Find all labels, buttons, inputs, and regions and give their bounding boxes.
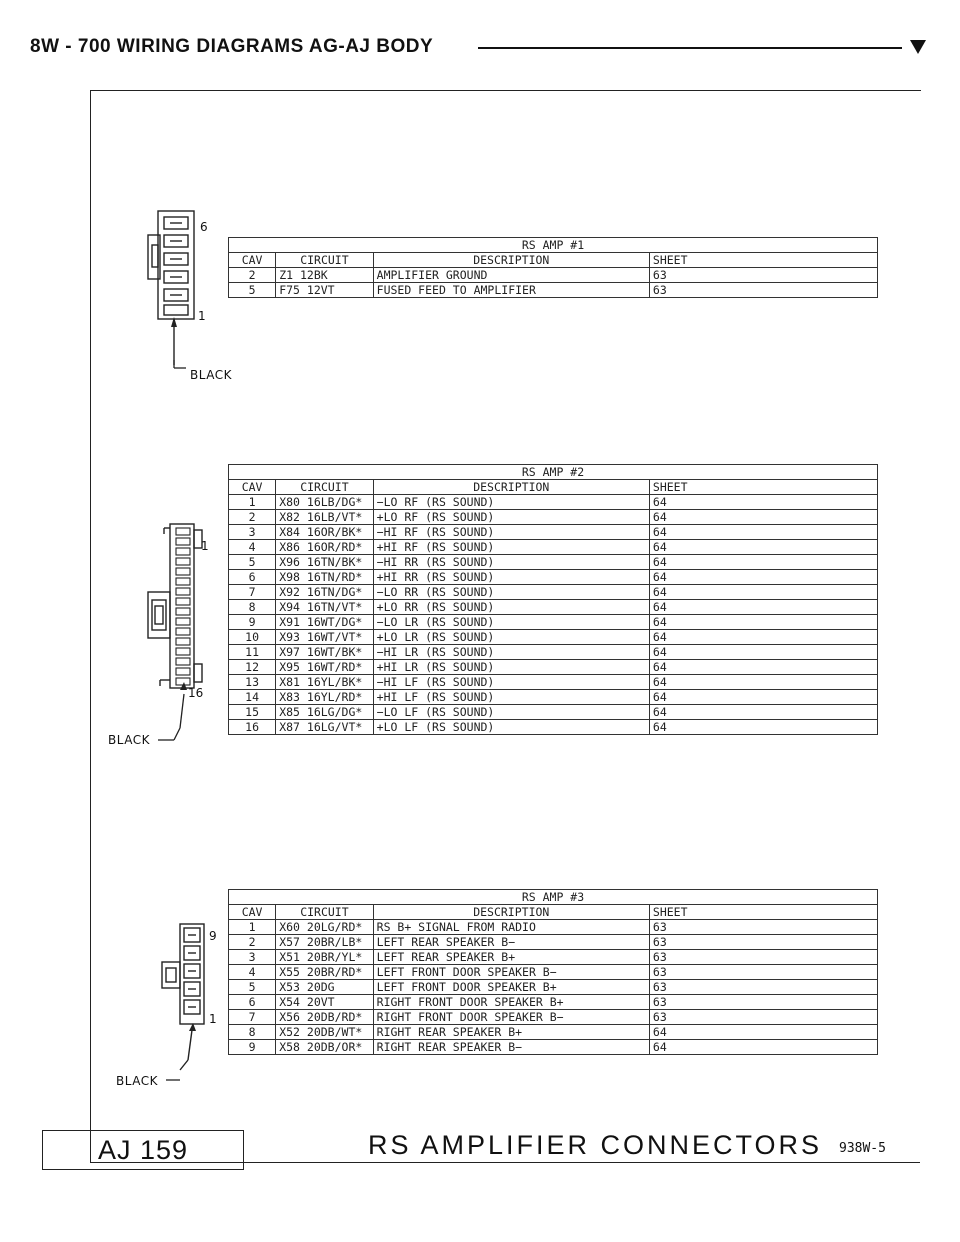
cell-sheet: 64 — [649, 600, 877, 615]
connector-2-table — [228, 464, 878, 735]
cell-description: +HI LF (RS SOUND) — [373, 690, 649, 705]
connector-1-pin-top: 6 — [200, 220, 208, 234]
table-row — [229, 555, 878, 570]
cell-circuit: X98 16TN/RD* — [276, 570, 373, 585]
cell-circuit: F75 12VT — [276, 283, 373, 298]
cell-circuit: X51 20BR/YL* — [276, 950, 373, 965]
cell-sheet: 63 — [649, 283, 877, 298]
cell-description: RS B+ SIGNAL FROM RADIO — [373, 920, 649, 935]
table-row — [229, 935, 878, 950]
col-sheet: SHEET — [649, 480, 877, 495]
cell-cav: 8 — [229, 600, 276, 615]
cell-circuit: Z1 12BK — [276, 268, 373, 283]
connector-1-title: RS AMP #1 — [229, 238, 878, 253]
cell-cav: 1 — [229, 495, 276, 510]
col-cav: CAV — [229, 253, 276, 268]
col-sheet: SHEET — [649, 253, 877, 268]
cell-circuit: X58 20DB/OR* — [276, 1040, 373, 1055]
figure-code: 938W-5 — [839, 1141, 886, 1156]
cell-circuit: X83 16YL/RD* — [276, 690, 373, 705]
cell-description: −HI LF (RS SOUND) — [373, 675, 649, 690]
cell-sheet: 63 — [649, 950, 877, 965]
col-cav: CAV — [229, 480, 276, 495]
cell-description: −LO LF (RS SOUND) — [373, 705, 649, 720]
cell-circuit: X60 20LG/RD* — [276, 920, 373, 935]
connector-3-leader — [166, 1076, 186, 1086]
connector-3-pin-bottom: 1 — [209, 1012, 217, 1026]
cell-sheet: 64 — [649, 705, 877, 720]
cell-description: −LO LR (RS SOUND) — [373, 615, 649, 630]
table-row — [229, 980, 878, 995]
connector-3-title: RS AMP #3 — [229, 890, 878, 905]
cell-cav: 13 — [229, 675, 276, 690]
cell-description: +LO RF (RS SOUND) — [373, 510, 649, 525]
cell-sheet: 63 — [649, 995, 877, 1010]
table-row — [229, 495, 878, 510]
col-description: DESCRIPTION — [373, 905, 649, 920]
table-row — [229, 690, 878, 705]
cell-sheet: 64 — [649, 555, 877, 570]
table-row — [229, 540, 878, 555]
cell-description: +LO RR (RS SOUND) — [373, 600, 649, 615]
cell-cav: 2 — [229, 935, 276, 950]
cell-description: +HI LR (RS SOUND) — [373, 660, 649, 675]
col-circuit: CIRCUIT — [276, 480, 373, 495]
cell-circuit: X97 16WT/BK* — [276, 645, 373, 660]
cell-description: RIGHT REAR SPEAKER B− — [373, 1040, 649, 1055]
cell-circuit: X53 20DG — [276, 980, 373, 995]
table-row — [229, 268, 878, 283]
cell-cav: 9 — [229, 1040, 276, 1055]
table-row — [229, 720, 878, 735]
cell-sheet: 64 — [649, 675, 877, 690]
cell-cav: 6 — [229, 570, 276, 585]
col-description: DESCRIPTION — [373, 253, 649, 268]
cell-sheet: 64 — [649, 585, 877, 600]
table-row — [229, 950, 878, 965]
cell-description: LEFT FRONT DOOR SPEAKER B+ — [373, 980, 649, 995]
cell-sheet: 63 — [649, 980, 877, 995]
footer-title: RS AMPLIFIER CONNECTORS — [368, 1130, 823, 1160]
cell-cav: 2 — [229, 510, 276, 525]
cell-circuit: X95 16WT/RD* — [276, 660, 373, 675]
col-sheet: SHEET — [649, 905, 877, 920]
cell-circuit: X57 20BR/LB* — [276, 935, 373, 950]
table-row — [229, 525, 878, 540]
col-circuit: CIRCUIT — [276, 905, 373, 920]
table-row — [229, 705, 878, 720]
cell-sheet: 64 — [649, 525, 877, 540]
cell-description: +LO LR (RS SOUND) — [373, 630, 649, 645]
cell-description: −LO RR (RS SOUND) — [373, 585, 649, 600]
cell-cav: 2 — [229, 268, 276, 283]
cell-description: LEFT REAR SPEAKER B+ — [373, 950, 649, 965]
connector-2-title: RS AMP #2 — [229, 465, 878, 480]
cell-description: LEFT REAR SPEAKER B− — [373, 935, 649, 950]
cell-circuit: X86 16OR/RD* — [276, 540, 373, 555]
cell-cav: 12 — [229, 660, 276, 675]
connector-3-pin-top: 9 — [209, 929, 217, 943]
cell-cav: 11 — [229, 645, 276, 660]
cell-circuit: X93 16WT/VT* — [276, 630, 373, 645]
cell-sheet: 64 — [649, 690, 877, 705]
connector-3-drawing — [140, 918, 220, 1078]
col-description: DESCRIPTION — [373, 480, 649, 495]
table-row — [229, 615, 878, 630]
table-row — [229, 1025, 878, 1040]
connector-1-drawing — [138, 205, 208, 365]
page-number-box: AJ 159 — [42, 1130, 244, 1170]
cell-sheet: 64 — [649, 510, 877, 525]
table-row — [229, 570, 878, 585]
cell-cav: 8 — [229, 1025, 276, 1040]
cell-description: RIGHT FRONT DOOR SPEAKER B+ — [373, 995, 649, 1010]
cell-circuit: X55 20BR/RD* — [276, 965, 373, 980]
cell-cav: 4 — [229, 540, 276, 555]
table-row — [229, 645, 878, 660]
cell-description: −HI RF (RS SOUND) — [373, 525, 649, 540]
cell-sheet: 63 — [649, 1010, 877, 1025]
table-row — [229, 660, 878, 675]
cell-circuit: X96 16TN/BK* — [276, 555, 373, 570]
cell-sheet: 64 — [649, 645, 877, 660]
cell-cav: 16 — [229, 720, 276, 735]
cell-description: RIGHT REAR SPEAKER B+ — [373, 1025, 649, 1040]
connector-3-table — [228, 889, 878, 1055]
cell-circuit: X80 16LB/DG* — [276, 495, 373, 510]
cell-description: +LO LF (RS SOUND) — [373, 720, 649, 735]
connector-1-table — [228, 237, 878, 298]
cell-sheet: 64 — [649, 660, 877, 675]
cell-description: RIGHT FRONT DOOR SPEAKER B− — [373, 1010, 649, 1025]
table-row — [229, 920, 878, 935]
cell-sheet: 64 — [649, 720, 877, 735]
table-row — [229, 585, 878, 600]
table-row — [229, 600, 878, 615]
cell-cav: 6 — [229, 995, 276, 1010]
connector-1-leader — [172, 360, 188, 376]
cell-cav: 4 — [229, 965, 276, 980]
connector-2-color: BLACK — [108, 733, 150, 747]
cell-circuit: X94 16TN/VT* — [276, 600, 373, 615]
header-title: 8W - 700 WIRING DIAGRAMS AG-AJ BODY — [30, 36, 434, 57]
cell-description: −HI RR (RS SOUND) — [373, 555, 649, 570]
cell-sheet: 64 — [649, 630, 877, 645]
table-row — [229, 675, 878, 690]
connector-2-pin-bottom: 16 — [188, 686, 204, 700]
cell-cav: 7 — [229, 585, 276, 600]
connector-2-drawing — [140, 518, 210, 763]
cell-description: −HI LR (RS SOUND) — [373, 645, 649, 660]
table-row — [229, 630, 878, 645]
cell-cav: 3 — [229, 525, 276, 540]
cell-description: AMPLIFIER GROUND — [373, 268, 649, 283]
cell-description: −LO RF (RS SOUND) — [373, 495, 649, 510]
connector-1-color: BLACK — [190, 368, 232, 382]
cell-circuit: X54 20VT — [276, 995, 373, 1010]
cell-sheet: 63 — [649, 935, 877, 950]
cell-description: LEFT FRONT DOOR SPEAKER B− — [373, 965, 649, 980]
cell-cav: 7 — [229, 1010, 276, 1025]
cell-sheet: 63 — [649, 920, 877, 935]
table-row — [229, 283, 878, 298]
cell-circuit: X82 16LB/VT* — [276, 510, 373, 525]
table-row — [229, 995, 878, 1010]
table-row — [229, 1010, 878, 1025]
cell-cav: 5 — [229, 283, 276, 298]
cell-circuit: X84 16OR/BK* — [276, 525, 373, 540]
cell-sheet: 64 — [649, 1040, 877, 1055]
cell-cav: 15 — [229, 705, 276, 720]
table-row — [229, 1040, 878, 1055]
cell-description: FUSED FEED TO AMPLIFIER — [373, 283, 649, 298]
connector-2-pin-top: 1 — [201, 539, 209, 553]
cell-sheet: 64 — [649, 570, 877, 585]
cell-description: +HI RF (RS SOUND) — [373, 540, 649, 555]
cell-sheet: 63 — [649, 268, 877, 283]
cell-cav: 14 — [229, 690, 276, 705]
cell-cav: 1 — [229, 920, 276, 935]
cell-circuit: X87 16LG/VT* — [276, 720, 373, 735]
cell-circuit: X52 20DB/WT* — [276, 1025, 373, 1040]
cell-circuit: X92 16TN/DG* — [276, 585, 373, 600]
connector-2-leader — [158, 736, 178, 746]
cell-description: +HI RR (RS SOUND) — [373, 570, 649, 585]
cell-sheet: 64 — [649, 615, 877, 630]
table-row — [229, 510, 878, 525]
cell-sheet: 63 — [649, 965, 877, 980]
col-cav: CAV — [229, 905, 276, 920]
cell-circuit: X81 16YL/BK* — [276, 675, 373, 690]
cell-circuit: X91 16WT/DG* — [276, 615, 373, 630]
cell-cav: 3 — [229, 950, 276, 965]
cell-cav: 10 — [229, 630, 276, 645]
header-triangle-icon — [910, 40, 926, 54]
cell-circuit: X56 20DB/RD* — [276, 1010, 373, 1025]
cell-circuit: X85 16LG/DG* — [276, 705, 373, 720]
table-row — [229, 965, 878, 980]
page-header — [30, 36, 930, 60]
connector-3-color: BLACK — [116, 1074, 158, 1088]
cell-sheet: 64 — [649, 1025, 877, 1040]
cell-cav: 5 — [229, 555, 276, 570]
cell-cav: 9 — [229, 615, 276, 630]
cell-sheet: 64 — [649, 495, 877, 510]
header-rule — [478, 47, 902, 49]
connector-1-pin-bottom: 1 — [198, 309, 206, 323]
cell-sheet: 64 — [649, 540, 877, 555]
col-circuit: CIRCUIT — [276, 253, 373, 268]
cell-cav: 5 — [229, 980, 276, 995]
